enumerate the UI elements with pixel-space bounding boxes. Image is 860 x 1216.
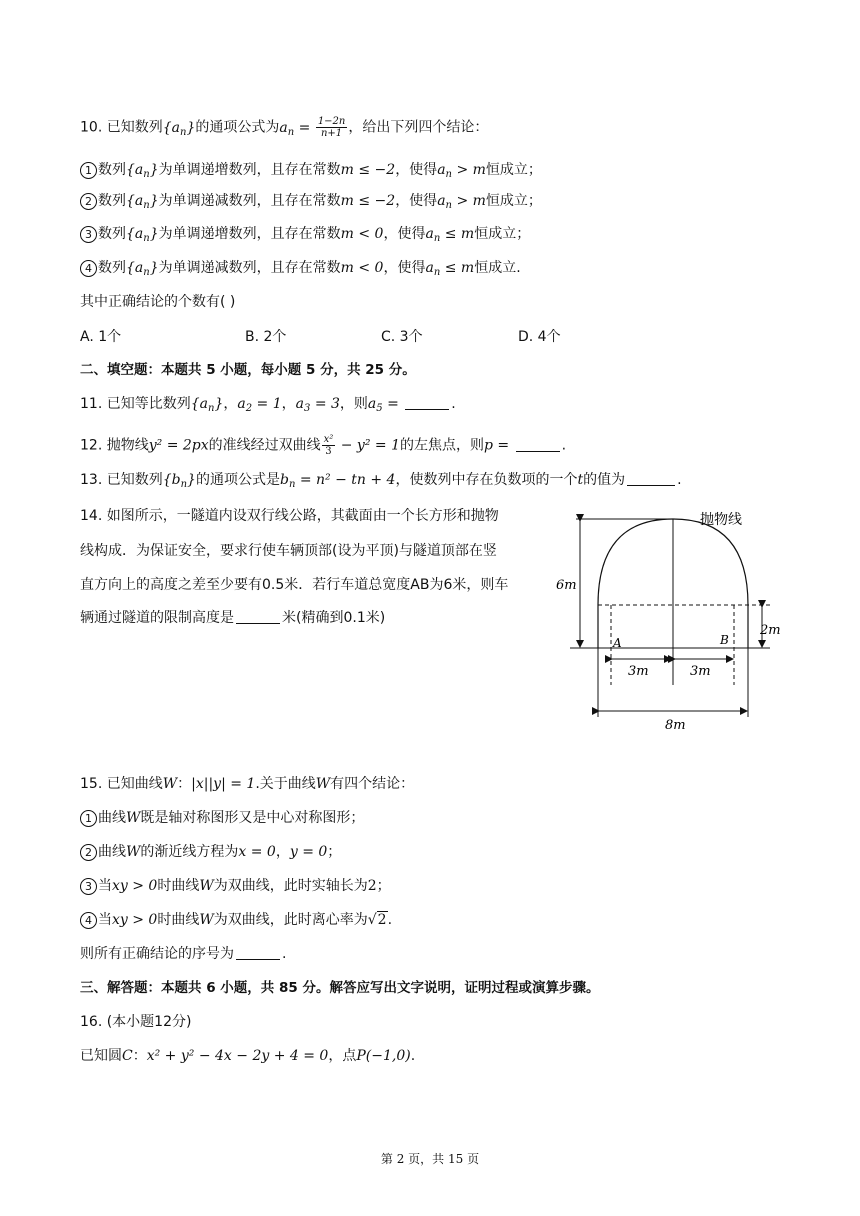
answer-blank xyxy=(405,395,449,410)
answer-blank xyxy=(516,437,560,452)
q12-fraction: $\frac{\text{x²}}{3}$ xyxy=(323,434,334,457)
q14-line-4: 辆通过隧道的限制高度是 米(精确到0.1米) xyxy=(80,610,386,626)
circled-number: 2 xyxy=(80,844,97,861)
circled-number: 3 xyxy=(80,878,97,895)
q16-stem: 已知圆C：x² + y² − 4x − 2y + 4 = 0，点P(−1,0). xyxy=(80,1048,416,1064)
q10-fraction: $\frac{1-2n}{n+1}$ xyxy=(317,116,346,139)
label-2m: 2m xyxy=(760,623,781,638)
option-b: B. 2个 xyxy=(245,329,287,345)
q16-head: 16. (本小题12分) xyxy=(80,1014,192,1030)
circled-number: 4 xyxy=(80,260,97,277)
circled-number: 1 xyxy=(80,810,97,827)
q14-line-3: 直方向上的高度之差至少要有0.5米．若行车道总宽度AB为6米，则车 xyxy=(80,577,509,593)
q15-stem: 15. 已知曲线W：|x||y| = 1.关于曲线W有四个结论： xyxy=(80,776,415,792)
q11: 11. 已知等比数列$\{a_n\}$，$a_2 = 1$，$a_3 = 3$，则$a_5$ = . xyxy=(80,396,456,414)
q12: 12. 抛物线y² = 2px的准线经过双曲线 $\frac{\text{x²}}{3}$ − y² = 1的左焦点，则p = . xyxy=(80,434,567,457)
label-parabola: 抛物线 xyxy=(700,512,742,528)
q10-statement-4: 4 数列$\{a_n\}$为单调递减数列，且存在常数m < 0，使得$a_n \le m$恒成立. xyxy=(80,258,521,283)
q13: 13. 已知数列$\{b_n\}$的通项公式是$b_n = n^2$ − tn + 4，使数列中存在负数项的一个t的值为 . xyxy=(80,472,682,490)
q15-statement-2: 2 曲线W的渐近线方程为x = 0，y = 0； xyxy=(80,842,341,862)
circled-number: 2 xyxy=(80,193,97,210)
circled-number: 1 xyxy=(80,162,97,179)
label-3m-left: 3m xyxy=(628,664,649,679)
q15-statement-4: 4 当xy > 0时曲线W为双曲线，此时离心率为√2. xyxy=(80,910,392,930)
circled-number: 3 xyxy=(80,226,97,243)
q15-statement-3: 3 当xy > 0时曲线W为双曲线，此时实轴长为2； xyxy=(80,876,391,896)
label-8m: 8m xyxy=(665,718,686,733)
q10-statement-1: 1 数列$\{a_n\}$为单调递增数列，且存在常数m ≤ −2，使得$a_n > m$恒成立； xyxy=(80,160,542,185)
answer-blank xyxy=(236,945,280,960)
q14-line-1: 14. 如图所示，一隧道内设双行线公路，其截面由一个长方形和抛物 xyxy=(80,508,499,524)
option-a: A. 1个 xyxy=(80,329,122,345)
label-a: A xyxy=(613,636,622,650)
circled-number: 4 xyxy=(80,912,97,929)
label-3m-right: 3m xyxy=(690,664,711,679)
q14-line-2: 线构成．为保证安全，要求行使车辆顶部(设为平顶)与隧道顶部在竖 xyxy=(80,543,497,559)
option-d: D. 4个 xyxy=(518,329,561,345)
answer-blank xyxy=(627,471,675,486)
section2-heading: 二、填空题：本题共 5 小题，每小题 5 分，共 25 分。 xyxy=(80,362,416,378)
section3-heading: 三、解答题：本题共 6 小题，共 85 分。解答应写出文字说明，证明过程或演算步骤。 xyxy=(80,980,600,996)
page-footer: 第 2 页，共 15 页 xyxy=(380,1152,480,1166)
q10-question: 其中正确结论的个数有( ) xyxy=(80,294,236,310)
q15-question: 则所有正确结论的序号为 . xyxy=(80,946,287,962)
answer-blank xyxy=(236,609,280,624)
label-b: B xyxy=(720,633,729,647)
q10-statement-2: 2 数列$\{a_n\}$为单调递减数列，且存在常数m ≤ −2，使得$a_n > m$恒成立； xyxy=(80,191,542,216)
q10-stem: 10. 已知数列$\{a_n\}$的通项公式为$a_n$ = $\frac{1-2n}{n+1}$ ，给出下列四个结论： xyxy=(80,116,489,139)
tunnel-figure xyxy=(550,505,790,735)
label-6m: 6m xyxy=(556,578,577,593)
q10-statement-3: 3 数列$\{a_n\}$为单调递增数列，且存在常数m < 0，使得$a_n \le m$恒成立； xyxy=(80,224,530,249)
q15-statement-1: 1 曲线W既是轴对称图形又是中心对称图形； xyxy=(80,808,364,828)
option-c: C. 3个 xyxy=(381,329,423,345)
